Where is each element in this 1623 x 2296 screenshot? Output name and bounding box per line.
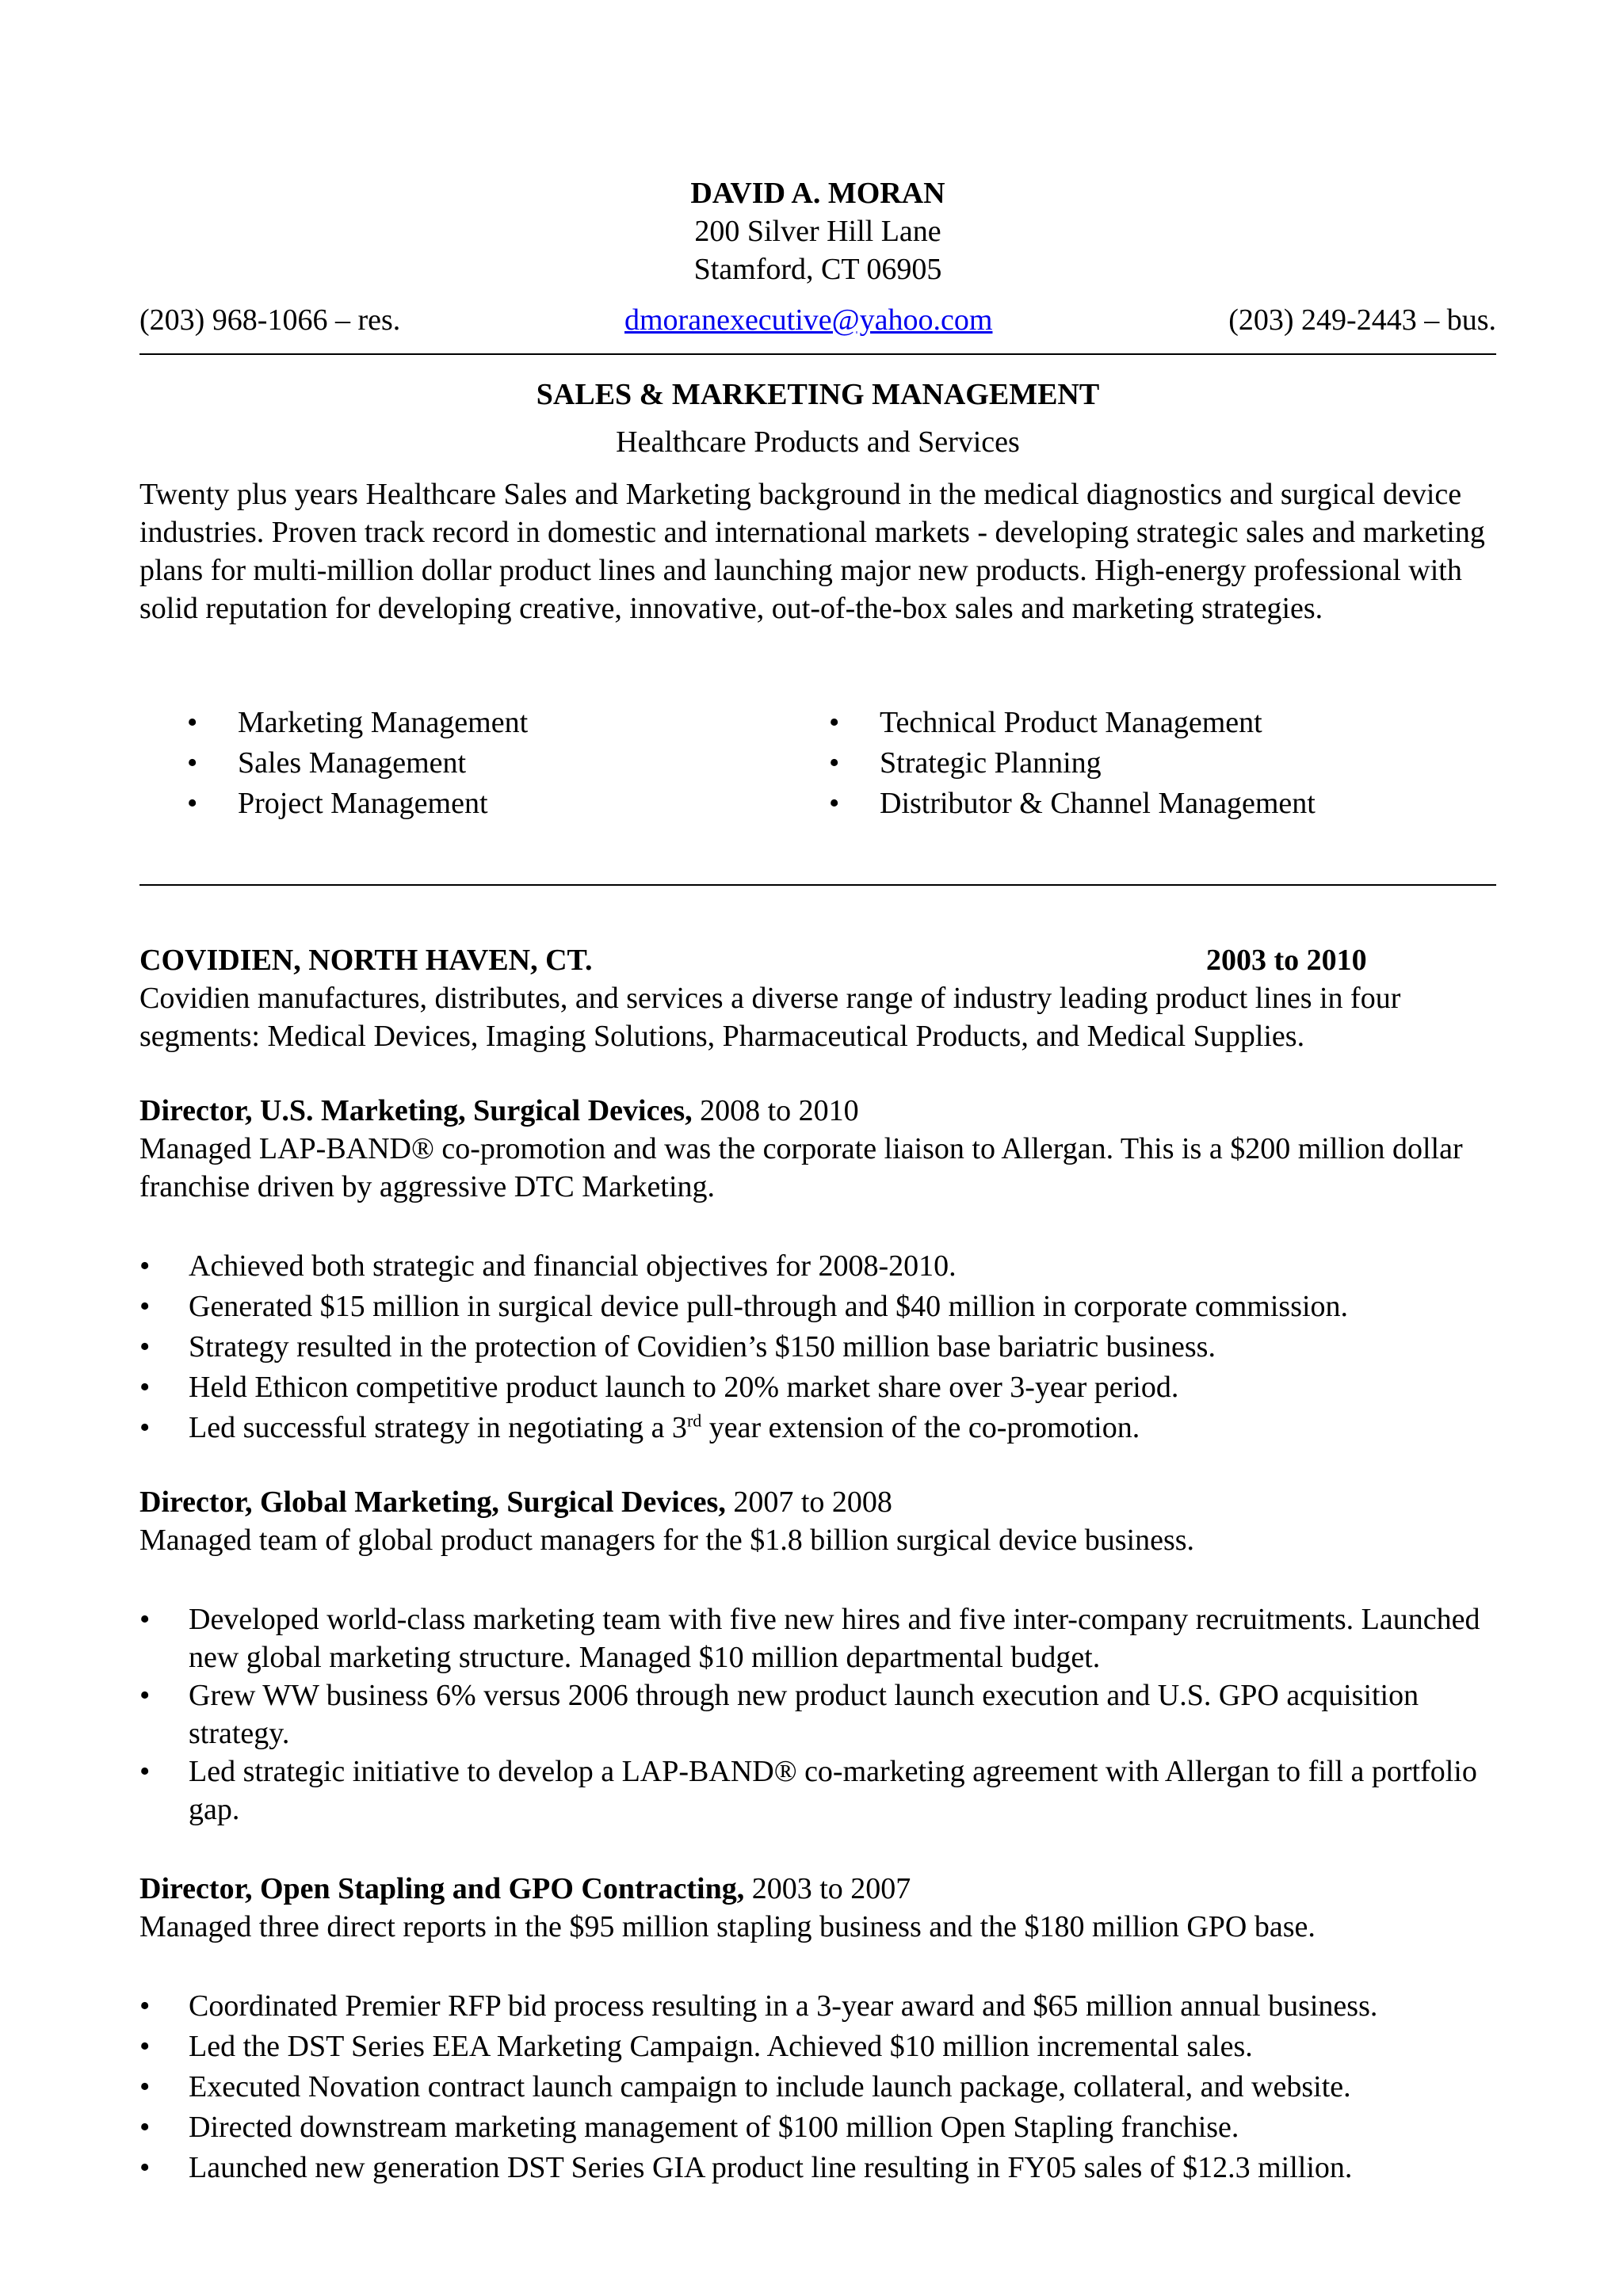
list-item: • Directed downstream marketing management of $100 million Open Stapling franchise. [139, 2108, 1510, 2146]
business-phone: (203) 249-2443 – bus. [1228, 303, 1496, 337]
role-description: Managed LAP-BAND® co-promotion and was the corporate liaison to Allergan. This is a $200 million dollar franchise driven by aggressive DTC Marketing. [139, 1132, 1463, 1203]
bullet-icon: • [187, 787, 198, 820]
list-item: • Led strategic initiative to develop a LAP-BAND® co-marketing agreement with Allergan to fill a portfolio gap. [139, 1753, 1510, 1829]
bullet-icon: • [187, 746, 198, 780]
role-title: Director, Global Marketing, Surgical Devices, 2007 to 2008 [139, 1486, 892, 1519]
profile-summary: Twenty plus years Healthcare Sales and Marketing background in the medical diagnostics and surgical device industries. Proven track record in domestic and international markets - developing strategic sales and marketing plans for multi-million dollar product lines and launching major new products. High-energy professional with solid reputation for developing creative, innovative, out-of-the-box sales and marketing strategies. [139, 478, 1485, 625]
bullet-icon: • [139, 1679, 151, 1712]
skill-item: • Project Management [187, 784, 821, 825]
address-line-1: 200 Silver Hill Lane [694, 215, 941, 248]
list-item: • Achieved both strategic and financial objectives for 2008-2010. [139, 1247, 1510, 1285]
section-divider [139, 884, 1496, 886]
skills-column-right [829, 704, 1463, 825]
candidate-name: DAVID A. MORAN [690, 177, 945, 210]
role-achievements [139, 1600, 1510, 1829]
bullet-icon: • [187, 706, 198, 739]
company-description: Covidien manufactures, distributes, and services a diverse range of industry leading product lines in four segments: Medical Devices, Imaging Solutions, Pharmaceutical Products, and Medical Supplies. [139, 982, 1401, 1053]
bullet-icon: • [139, 1290, 151, 1323]
list-item: • Generated $15 million in surgical device pull-through and $40 million in corporate commission. [139, 1287, 1510, 1325]
role-title: Director, Open Stapling and GPO Contracting, 2003 to 2007 [139, 1872, 911, 1905]
list-item: • Led the DST Series EEA Marketing Campaign. Achieved $10 million incremental sales. [139, 2027, 1510, 2065]
address-line-2: Stamford, CT 06905 [693, 253, 942, 286]
list-item: • Coordinated Premier RFP bid process resulting in a 3-year award and $65 million annual business. [139, 1987, 1510, 2025]
list-item: • Grew WW business 6% versus 2006 through new product launch execution and U.S. GPO acquisition strategy. [139, 1676, 1510, 1753]
role-achievements [139, 1987, 1510, 2187]
bullet-icon: • [139, 1989, 151, 2023]
bullet-icon: • [139, 1603, 151, 1636]
profile-subheading: Healthcare Products and Services [616, 425, 1020, 459]
role-title: Director, U.S. Marketing, Surgical Devices, 2008 to 2010 [139, 1094, 859, 1127]
list-item: • Led successful strategy in negotiating a 3rd year extension of the co-promotion. [139, 1409, 1510, 1447]
bullet-icon: • [139, 1249, 151, 1283]
bullet-icon: • [139, 2030, 151, 2063]
list-item: • Strategy resulted in the protection of Covidien’s $150 million base bariatric business. [139, 1328, 1510, 1366]
header-divider [139, 353, 1496, 355]
skill-item: • Sales Management [187, 744, 821, 784]
email-link[interactable]: dmoranexecutive@yahoo.com [624, 303, 993, 337]
profile-heading: SALES & MARKETING MANAGEMENT [536, 378, 1100, 411]
skills-column-left [187, 704, 821, 825]
list-item: • Developed world-class marketing team with five new hires and five inter-company recruitments. Launched new global marketing structure. Managed $10 million departmental budget. [139, 1600, 1510, 1676]
skill-item: • Technical Product Management [829, 704, 1463, 744]
bullet-icon: • [829, 706, 840, 739]
skill-item: • Strategic Planning [829, 744, 1463, 784]
bullet-icon: • [139, 2111, 151, 2144]
list-item: • Held Ethicon competitive product launch to 20% market share over 3-year period. [139, 1368, 1510, 1406]
bullet-icon: • [829, 746, 840, 780]
list-item: • Executed Novation contract launch campaign to include launch package, collateral, and website. [139, 2068, 1510, 2106]
bullet-icon: • [139, 2070, 151, 2103]
bullet-icon: • [829, 787, 840, 820]
bullet-icon: • [139, 1411, 151, 1444]
role-description: Managed team of global product managers for the $1.8 billion surgical device business. [139, 1524, 1195, 1557]
company-name: COVIDIEN, NORTH HAVEN, CT. [139, 944, 593, 977]
skill-item: • Marketing Management [187, 704, 821, 744]
company-years: 2003 to 2010 [1206, 944, 1367, 977]
bullet-icon: • [139, 2151, 151, 2184]
bullet-icon: • [139, 1755, 151, 1788]
role-description: Managed three direct reports in the $95 million stapling business and the $180 million GPO base. [139, 1910, 1316, 1943]
list-item: • Launched new generation DST Series GIA product line resulting in FY05 sales of $12.3 million. [139, 2149, 1510, 2187]
contact-row [139, 301, 1496, 339]
residence-phone: (203) 968-1066 – res. [139, 303, 401, 337]
company-row [139, 941, 1496, 979]
bullet-icon: • [139, 1371, 151, 1404]
skill-item: • Distributor & Channel Management [829, 784, 1463, 825]
role-achievements [139, 1247, 1510, 1447]
bullet-icon: • [139, 1330, 151, 1363]
